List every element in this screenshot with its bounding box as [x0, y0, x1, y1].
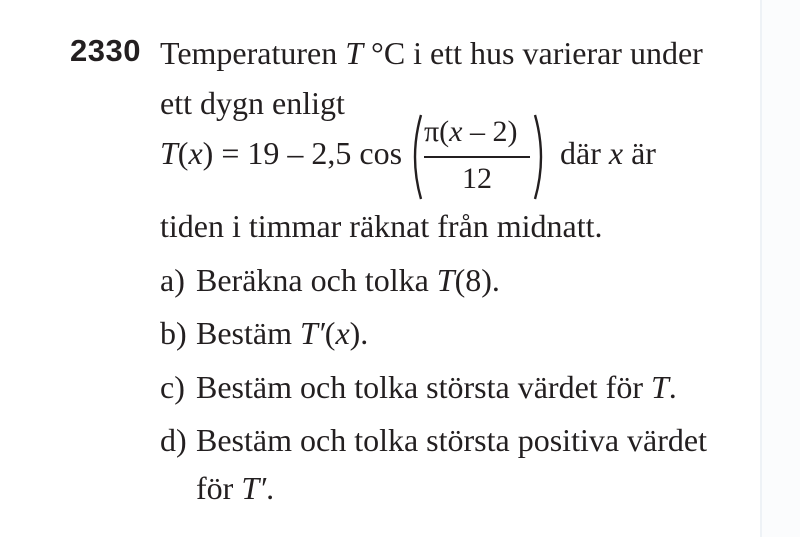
formula-expression: ) = 19 – 2,5 cos — [202, 135, 403, 171]
question-variable: T′ — [241, 470, 267, 506]
fraction-numerator: π(x – 2) — [424, 115, 518, 148]
question-label: a) — [160, 262, 185, 298]
question-label: d) — [160, 422, 187, 458]
trailing-variable: x — [608, 135, 624, 171]
question-text: Bestäm — [196, 315, 300, 351]
problem-number: 2330 — [70, 33, 141, 68]
question-text: för — [196, 470, 242, 506]
fraction-bar — [424, 156, 530, 158]
question-text: Bestäm och tolka största positiva värdet — [196, 422, 707, 458]
problem-statement-line-2: ett dygn enligt — [160, 85, 345, 121]
temperature-formula — [160, 112, 680, 202]
formula-open-paren: ( — [177, 135, 189, 171]
question-argument: x — [335, 315, 350, 351]
formula-function-name: T — [160, 135, 178, 171]
question-b: b) Bestäm T′(x). — [160, 315, 369, 351]
formula-argument: x — [188, 135, 203, 171]
formula-trailing-text: där x är — [560, 135, 656, 171]
question-c: c) Bestäm och tolka största värdet för T. — [160, 369, 677, 405]
question-d-continuation: för T′. — [196, 470, 275, 506]
statement-text: Temperaturen — [160, 35, 346, 71]
question-variable: T — [436, 262, 455, 298]
question-label: b) — [160, 315, 187, 351]
big-left-parenthesis — [408, 112, 424, 202]
question-text: Beräkna och tolka — [196, 262, 437, 298]
formula-lhs — [160, 135, 402, 172]
question-text: Bestäm och tolka största värdet för — [196, 369, 651, 405]
statement-text-rest: i ett hus varierar under — [405, 35, 703, 71]
question-a: a) Beräkna och tolka T(8). — [160, 262, 500, 298]
page-edge-margin — [762, 0, 800, 537]
temperature-variable: T — [345, 35, 364, 71]
numerator-variable: x — [449, 115, 463, 148]
problem-statement-line-1 — [160, 34, 703, 72]
fraction-denominator: 12 — [462, 162, 492, 195]
question-label: c) — [160, 369, 185, 405]
question-d — [160, 421, 707, 459]
big-right-parenthesis — [532, 112, 548, 202]
question-variable: T′ — [299, 315, 325, 351]
question-variable: T — [650, 369, 669, 405]
temperature-unit: °C — [363, 35, 406, 71]
problem-statement-line-4: tiden i timmar räknat från midnatt. — [160, 208, 603, 244]
